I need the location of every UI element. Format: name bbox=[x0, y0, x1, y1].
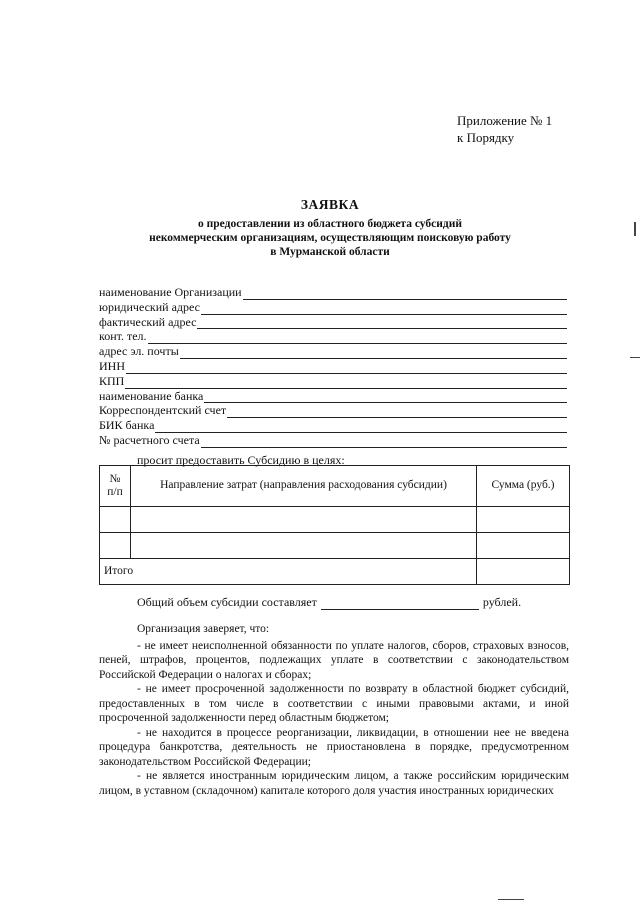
appendix-number: Приложение № 1 bbox=[457, 113, 553, 128]
appendix-note bbox=[457, 112, 552, 146]
scan-artifact bbox=[634, 222, 636, 236]
field-label: ИНН bbox=[99, 358, 125, 373]
title-line-1: о предоставлении из областного бюджета субсидий bbox=[198, 217, 462, 230]
table-row bbox=[100, 507, 570, 533]
field-org-name[interactable] bbox=[99, 285, 567, 300]
title-line-2: некоммерческим организациям, осуществляющим поисковую работу bbox=[149, 231, 511, 244]
field-line bbox=[148, 332, 567, 344]
expenses-table bbox=[99, 465, 570, 585]
total-label: Итого bbox=[100, 559, 477, 585]
field-legal-address[interactable] bbox=[99, 300, 567, 315]
header-direction: Направление затрат (направления расходования субсидии) bbox=[131, 466, 477, 507]
field-email[interactable] bbox=[99, 344, 567, 359]
field-line bbox=[201, 303, 567, 315]
total-prefix: Общий объем субсидии составляет bbox=[137, 595, 317, 609]
field-kpp[interactable] bbox=[99, 374, 567, 389]
table-row bbox=[100, 533, 570, 559]
field-line bbox=[204, 391, 567, 403]
declaration-text bbox=[99, 622, 569, 798]
appendix-reference: к Порядку bbox=[457, 130, 515, 145]
field-label: наименование банка bbox=[99, 388, 204, 403]
field-label: адрес эл. почты bbox=[99, 344, 179, 359]
organization-fields bbox=[99, 285, 567, 448]
total-suffix: рублей. bbox=[482, 595, 522, 609]
field-label: фактический адрес bbox=[99, 314, 197, 329]
header-number: № п/п bbox=[100, 466, 131, 507]
table-total-row bbox=[100, 559, 570, 585]
field-label: КПП bbox=[99, 373, 125, 388]
table-header-row bbox=[100, 466, 570, 507]
field-line bbox=[126, 362, 567, 374]
field-line bbox=[155, 421, 567, 433]
cell-direction[interactable] bbox=[131, 533, 477, 559]
field-inn[interactable] bbox=[99, 359, 567, 374]
cell-sum[interactable] bbox=[477, 533, 570, 559]
field-bank-name[interactable] bbox=[99, 389, 567, 404]
field-label: юридический адрес bbox=[99, 299, 200, 314]
cell-sum[interactable] bbox=[477, 507, 570, 533]
cell-number[interactable] bbox=[100, 533, 131, 559]
field-label: конт. тел. bbox=[99, 329, 147, 344]
field-line bbox=[227, 406, 567, 418]
document-title bbox=[95, 197, 565, 259]
declaration-item: - не находится в процессе реорганизации, ликвидации, в отношении нее не введена процедура банкротства, деятельность не приостановлена в порядке, предусмотренном законодательством Российской Федерации; bbox=[99, 726, 569, 768]
scan-artifact bbox=[498, 899, 524, 900]
field-phone[interactable] bbox=[99, 329, 567, 344]
field-line bbox=[180, 347, 567, 359]
declaration-item: - не имеет неисполненной обязанности по уплате налогов, сборов, страховых взносов, пеней, штрафов, процентов, подлежащих уплате в соответствии с законодательством Российской Федерации о налогах и сборах; bbox=[99, 639, 569, 681]
title-main: ЗАЯВКА bbox=[300, 197, 360, 212]
field-settlement-account[interactable] bbox=[99, 433, 567, 448]
field-line bbox=[201, 436, 567, 448]
field-line bbox=[125, 377, 567, 389]
field-line bbox=[197, 317, 567, 329]
field-label: наименование Организации bbox=[99, 285, 242, 299]
title-line-3: в Мурманской области bbox=[270, 245, 390, 258]
field-corr-account[interactable] bbox=[99, 403, 567, 418]
total-subsidy-line bbox=[137, 596, 521, 610]
header-sum: Сумма (руб.) bbox=[477, 466, 570, 507]
request-text: просит предоставить Субсидию в целях: bbox=[137, 453, 345, 467]
field-actual-address[interactable] bbox=[99, 315, 567, 330]
field-label: БИК банка bbox=[99, 418, 155, 433]
cell-number[interactable] bbox=[100, 507, 131, 533]
cell-direction[interactable] bbox=[131, 507, 477, 533]
field-label: № расчетного счета bbox=[99, 432, 200, 447]
declaration-item: - не является иностранным юридическим лицом, а также российским юридическим лицом, в уставном (складочном) капитале которого доля участия иностранных юридических bbox=[99, 770, 569, 797]
total-amount-blank[interactable] bbox=[321, 598, 479, 610]
total-sum-cell[interactable] bbox=[477, 559, 570, 585]
field-label: Корреспондентский счет bbox=[99, 403, 227, 418]
declaration-item: - не имеет просроченной задолженности по возврату в областной бюджет субсидий, предоставленных в том числе в соответствии с иными правовыми актами, и иной просроченной задолженности перед областным бюджетом; bbox=[99, 683, 569, 724]
field-line bbox=[243, 288, 567, 300]
field-bik[interactable] bbox=[99, 418, 567, 433]
scan-artifact bbox=[630, 357, 640, 358]
declaration-intro: Организация заверяет, что: bbox=[137, 623, 270, 635]
